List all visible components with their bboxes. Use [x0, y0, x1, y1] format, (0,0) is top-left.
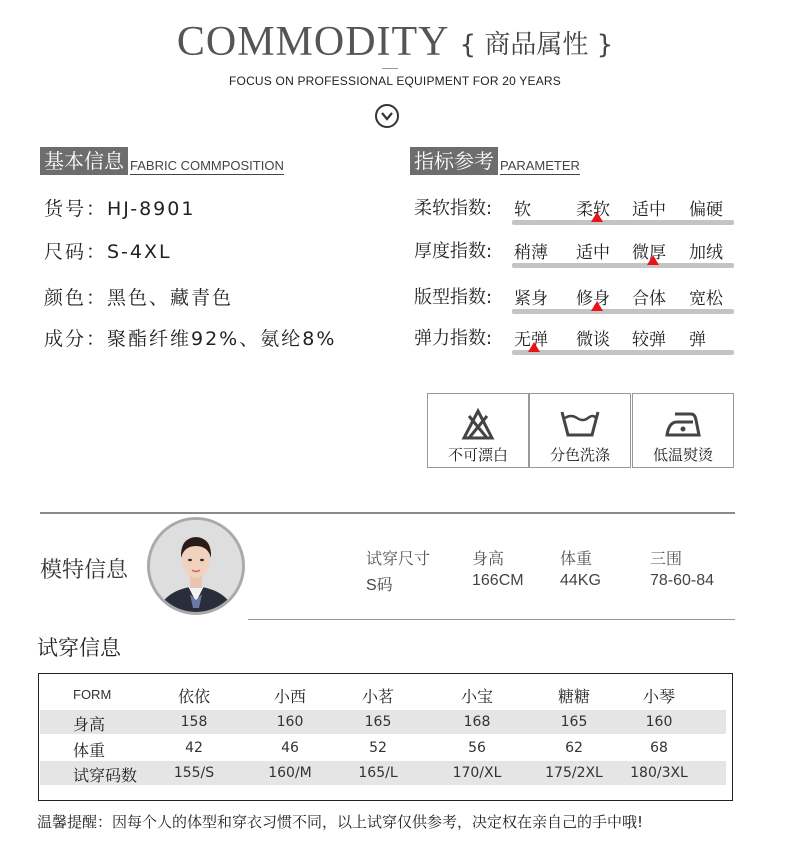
table-header-name: 小琴 [642, 687, 675, 706]
tip-text: 温馨提醒：因每个人的体型和穿衣习惯不同，以上试穿仅供参考，决定权在亲自己的手中哦! [37, 813, 644, 831]
param-marker-icon [528, 342, 540, 352]
table-cell: 180/3XL [630, 765, 688, 781]
param-option: 偏硬 [689, 200, 723, 220]
table-cell: 68 [650, 740, 668, 756]
table-header-name: 糖糖 [557, 687, 590, 706]
table-row-label: 身高 [73, 715, 106, 734]
try-on-title: 试穿信息 [37, 636, 121, 660]
param-option: 较弹 [632, 330, 666, 350]
page-title [0, 18, 790, 66]
care-label: 分色洗涤 [549, 446, 610, 464]
param-bar [512, 263, 734, 268]
basic-info-line: 货号：HJ-8901 [44, 198, 196, 220]
param-option: 适中 [576, 243, 610, 263]
param-option: 柔软 [576, 200, 610, 220]
care-item-wash-separately [529, 393, 631, 468]
title-cn: { 商品属性 } [459, 29, 614, 60]
param-option: 微谈 [576, 330, 610, 350]
param-option: 无弹 [514, 330, 548, 350]
param-option: 软 [514, 200, 531, 220]
table-header-name: 小宝 [460, 687, 493, 706]
table-cell: 165 [560, 714, 588, 730]
param-option: 修身 [576, 289, 610, 309]
basic-info-tag-en: FABRIC COMMPOSITION [130, 158, 284, 173]
form-label: FORM [73, 687, 112, 702]
model-header: 身高 [472, 549, 505, 568]
basic-info-line: 颜色：黑色、藏青色 [44, 287, 234, 309]
param-bar [512, 220, 734, 225]
basic-info-line: 尺码：S-4XL [44, 241, 172, 263]
table-cell: 160 [645, 714, 673, 730]
param-option: 宽松 [689, 289, 723, 309]
param-marker-icon [591, 212, 603, 222]
param-option: 稍薄 [514, 243, 548, 263]
parameter-tag-en: PARAMETER [500, 158, 580, 173]
param-marker-icon [647, 255, 659, 265]
table-cell: 46 [281, 740, 299, 756]
no-bleach-icon [461, 408, 495, 442]
care-item-low-iron [632, 393, 734, 468]
param-option: 微厚 [632, 243, 666, 263]
model-value: 166CM [472, 572, 524, 589]
param-option: 弹 [689, 330, 706, 350]
low-iron-icon [663, 408, 703, 438]
table-cell: 158 [180, 714, 208, 730]
param-bar [512, 350, 734, 355]
care-label: 低温熨烫 [652, 446, 713, 464]
basic-info-tag [40, 147, 284, 175]
param-bar [512, 309, 734, 314]
model-header: 三围 [650, 549, 683, 568]
table-row-label: 试穿码数 [73, 766, 138, 785]
param-option: 加绒 [689, 243, 723, 263]
table-cell: 42 [185, 740, 203, 756]
basic-info-tag-label: 基本信息 [40, 147, 128, 175]
table-cell: 165 [364, 714, 392, 730]
table-cell: 52 [369, 740, 387, 756]
table-cell: 56 [468, 740, 486, 756]
parameter-tag-label: 指标参考 [410, 147, 498, 175]
parameter-tag [410, 147, 580, 175]
chevron-down-circle-icon [375, 104, 399, 128]
table-cell: 165/L [358, 765, 398, 781]
table-header-name: 小西 [273, 687, 306, 706]
table-row-label: 体重 [73, 741, 106, 760]
section-divider [248, 619, 735, 620]
table-header-name: 依依 [177, 687, 210, 706]
page-subtitle: FOCUS ON PROFESSIONAL EQUIPMENT FOR 20 YEARS [229, 74, 561, 88]
param-option: 合体 [632, 289, 666, 309]
title-en: COMMODITY [176, 19, 450, 65]
param-marker-icon [591, 301, 603, 311]
model-header: 试穿尺寸 [366, 549, 431, 568]
table-cell: 62 [565, 740, 583, 756]
model-info-title: 模特信息 [40, 558, 129, 583]
model-header: 体重 [560, 549, 593, 568]
model-avatar [147, 517, 245, 615]
param-label: 厚度指数: [414, 241, 493, 262]
table-cell: 160 [276, 714, 304, 730]
param-option: 适中 [632, 200, 666, 220]
table-header-name: 小茗 [361, 687, 394, 706]
care-label: 不可漂白 [447, 446, 508, 464]
subtitle-divider [382, 68, 398, 69]
param-label: 弹力指数: [414, 328, 493, 349]
table-cell: 170/XL [452, 765, 502, 781]
section-divider [40, 512, 735, 514]
model-value: S码 [366, 577, 393, 594]
table-cell: 168 [463, 714, 491, 730]
model-value: 78-60-84 [650, 572, 715, 589]
model-value: 44KG [560, 572, 601, 589]
care-item-no-bleach [427, 393, 529, 468]
basic-info-line: 成分：聚酯纤维92%、氨纶8% [44, 328, 337, 350]
wash-separately-icon [560, 408, 600, 438]
table-cell: 155/S [173, 765, 215, 781]
param-label: 版型指数: [414, 287, 493, 308]
param-option: 紧身 [514, 289, 548, 309]
table-cell: 175/2XL [545, 765, 603, 781]
table-cell: 160/M [268, 765, 312, 781]
param-label: 柔软指数: [414, 198, 493, 219]
